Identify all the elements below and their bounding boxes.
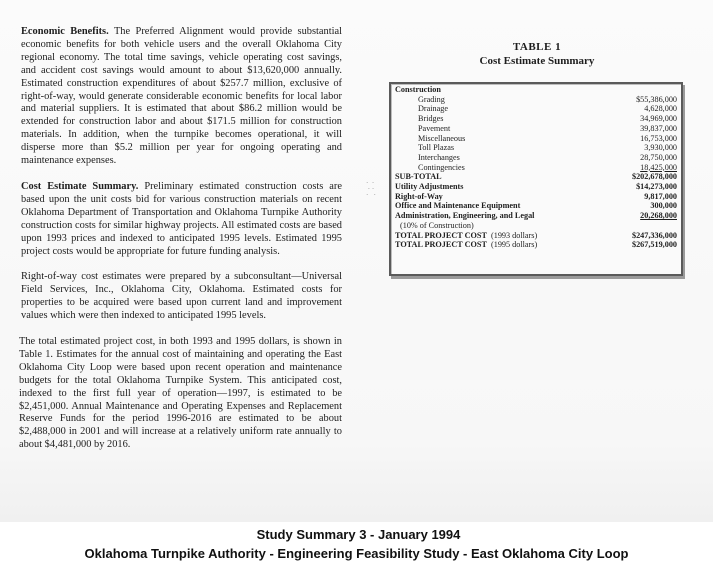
- row-label: Grading: [418, 94, 445, 104]
- table-row: [395, 153, 677, 163]
- row-amount: $55,386,000: [636, 94, 677, 104]
- table-row: [395, 163, 677, 173]
- table-row-total-1995: [395, 240, 677, 250]
- row-amount: $267,519,000: [631, 240, 677, 250]
- table-row: [395, 211, 677, 221]
- total-qualifier: (1993 dollars): [491, 230, 538, 240]
- row-label: Interchanges: [418, 152, 460, 162]
- paragraph-cost-estimate-summary: [21, 181, 342, 258]
- section-label: Construction: [395, 85, 441, 94]
- table-row: [395, 114, 677, 124]
- table-number: TABLE 1: [512, 41, 562, 53]
- row-label: Drainage: [418, 104, 449, 114]
- table-row: [395, 104, 677, 114]
- table-row-note: [395, 221, 677, 231]
- paragraph-text: The total estimated project cost, in both 1993 and 1995 dollars, is shown in Table 1. Estimates for the annual cost of maintaining and operating the East Oklahoma City Loop were based upon recent operation and maintenance budgets for the total Oklahoma Turnpike System. This anticipated cost, indexed to the first full year of operation—1997, is estimated to be $2,451,000. Annual Maintenance and Operating Expenses and Replacement Reserve Funds for the period 1996-2016 are estimated to be about $2,488,000 in 2001 and will increase at a relatively uniform rate annually to about $4,481,000 by 2016.: [19, 336, 342, 451]
- paragraph-heading: Cost Estimate Summary.: [21, 180, 139, 192]
- row-amount: $247,336,000: [631, 230, 677, 240]
- row-label: Right-of-Way: [395, 191, 443, 201]
- row-amount: 20,268,000: [640, 211, 677, 221]
- cost-estimate-table-box: [389, 82, 683, 276]
- row-label: Toll Plazas: [418, 143, 455, 153]
- table-row: [395, 95, 677, 105]
- row-amount: 18,425,000: [640, 162, 677, 172]
- paragraph-text: Preliminary estimated construction costs are based upon the unit costs bid for various construction materials on recent Oklahoma Department of Transportation and Oklahoma Turnpike Authority construction costs for similar highway projects. All estimated costs are based upon 1993 prices and indexed to anticipated 1995 levels. Estimated 1995 project costs would be appropriate for future funding analysis.: [21, 180, 342, 257]
- table-title: Cost Estimate Summary: [479, 55, 595, 67]
- footer-study-summary: Study Summary 3 - January 1994: [256, 527, 461, 542]
- table-caption: [390, 40, 684, 68]
- paragraph-text: Right-of-way cost estimates were prepared by a subconsultant—Universal Field Services, Inc., Oklahoma City, Oklahoma. Estimated costs for properties to be acquired were based upon current land and improvement values which were then indexed to anticipated 1995 levels.: [21, 271, 342, 322]
- row-label: Utility Adjustments: [395, 182, 464, 192]
- scan-speckle: · · · · · ·: [366, 179, 376, 199]
- row-label: Pavement: [418, 123, 451, 133]
- row-amount: 16,753,000: [640, 133, 677, 143]
- row-amount: 28,750,000: [640, 152, 677, 162]
- row-amount: 300,000: [650, 201, 677, 211]
- total-label: TOTAL PROJECT COST: [395, 240, 487, 250]
- table-row: [395, 182, 677, 192]
- row-label: Administration, Engineering, and Legal: [395, 211, 535, 221]
- footer-report-title: Oklahoma Turnpike Authority - Engineering Feasibility Study - East Oklahoma City Loop: [84, 546, 629, 561]
- table-row-total-1993: [395, 231, 677, 241]
- row-amount: $202,678,000: [631, 172, 677, 182]
- row-amount: 34,969,000: [640, 114, 677, 124]
- paragraph-right-of-way: [21, 271, 342, 323]
- row-amount: $14,273,000: [636, 182, 677, 192]
- table-row-subtotal: [395, 172, 677, 182]
- row-label: [395, 231, 609, 241]
- total-label: TOTAL PROJECT COST: [395, 230, 487, 240]
- row-label: Miscellaneous: [418, 133, 466, 143]
- row-label: Bridges: [418, 114, 444, 124]
- row-amount: 4,628,000: [644, 104, 677, 114]
- row-label: SUB-TOTAL: [395, 172, 442, 182]
- row-label: [395, 240, 609, 250]
- paragraph-total-project-cost: [19, 336, 342, 452]
- row-label: Contingencies: [418, 162, 465, 172]
- paragraph-text: The Preferred Alignment would provide substantial economic benefits for both vehicle users and the overall Oklahoma City regional economy. The total time savings, vehicle operating cost savings, and accident cost savings would amount to about $13,620,000 annually. Estimated construction expenditures of about $257.7 million, exclusive of right-of-way, would generate considerable economic benefits for local labor and material suppliers. It is estimated that about $86.2 million would be extended for construction labor and about $171.5 million for construction materials. In addition, when the turnpike becomes operational, it will disperse more than $5.2 million per year for ongoing operating and maintenance expenses.: [21, 26, 342, 167]
- row-amount: 3,930,000: [644, 143, 677, 153]
- row-amount: 9,817,000: [644, 191, 677, 201]
- table-row: [395, 201, 677, 211]
- row-note: (10% of Construction): [400, 220, 474, 230]
- body-text-column: [21, 26, 342, 464]
- table-row: [395, 143, 677, 153]
- table-row: [395, 134, 677, 144]
- table-row: [395, 192, 677, 202]
- table-row: [395, 124, 677, 134]
- row-label: Office and Maintenance Equipment: [395, 201, 521, 211]
- total-qualifier: (1995 dollars): [491, 240, 538, 250]
- paragraph-economic-benefits: [21, 26, 342, 168]
- table-row-section-header: [395, 85, 677, 95]
- paragraph-heading: Economic Benefits.: [21, 26, 109, 37]
- cost-estimate-table: [395, 85, 677, 250]
- row-amount: 39,837,000: [640, 123, 677, 133]
